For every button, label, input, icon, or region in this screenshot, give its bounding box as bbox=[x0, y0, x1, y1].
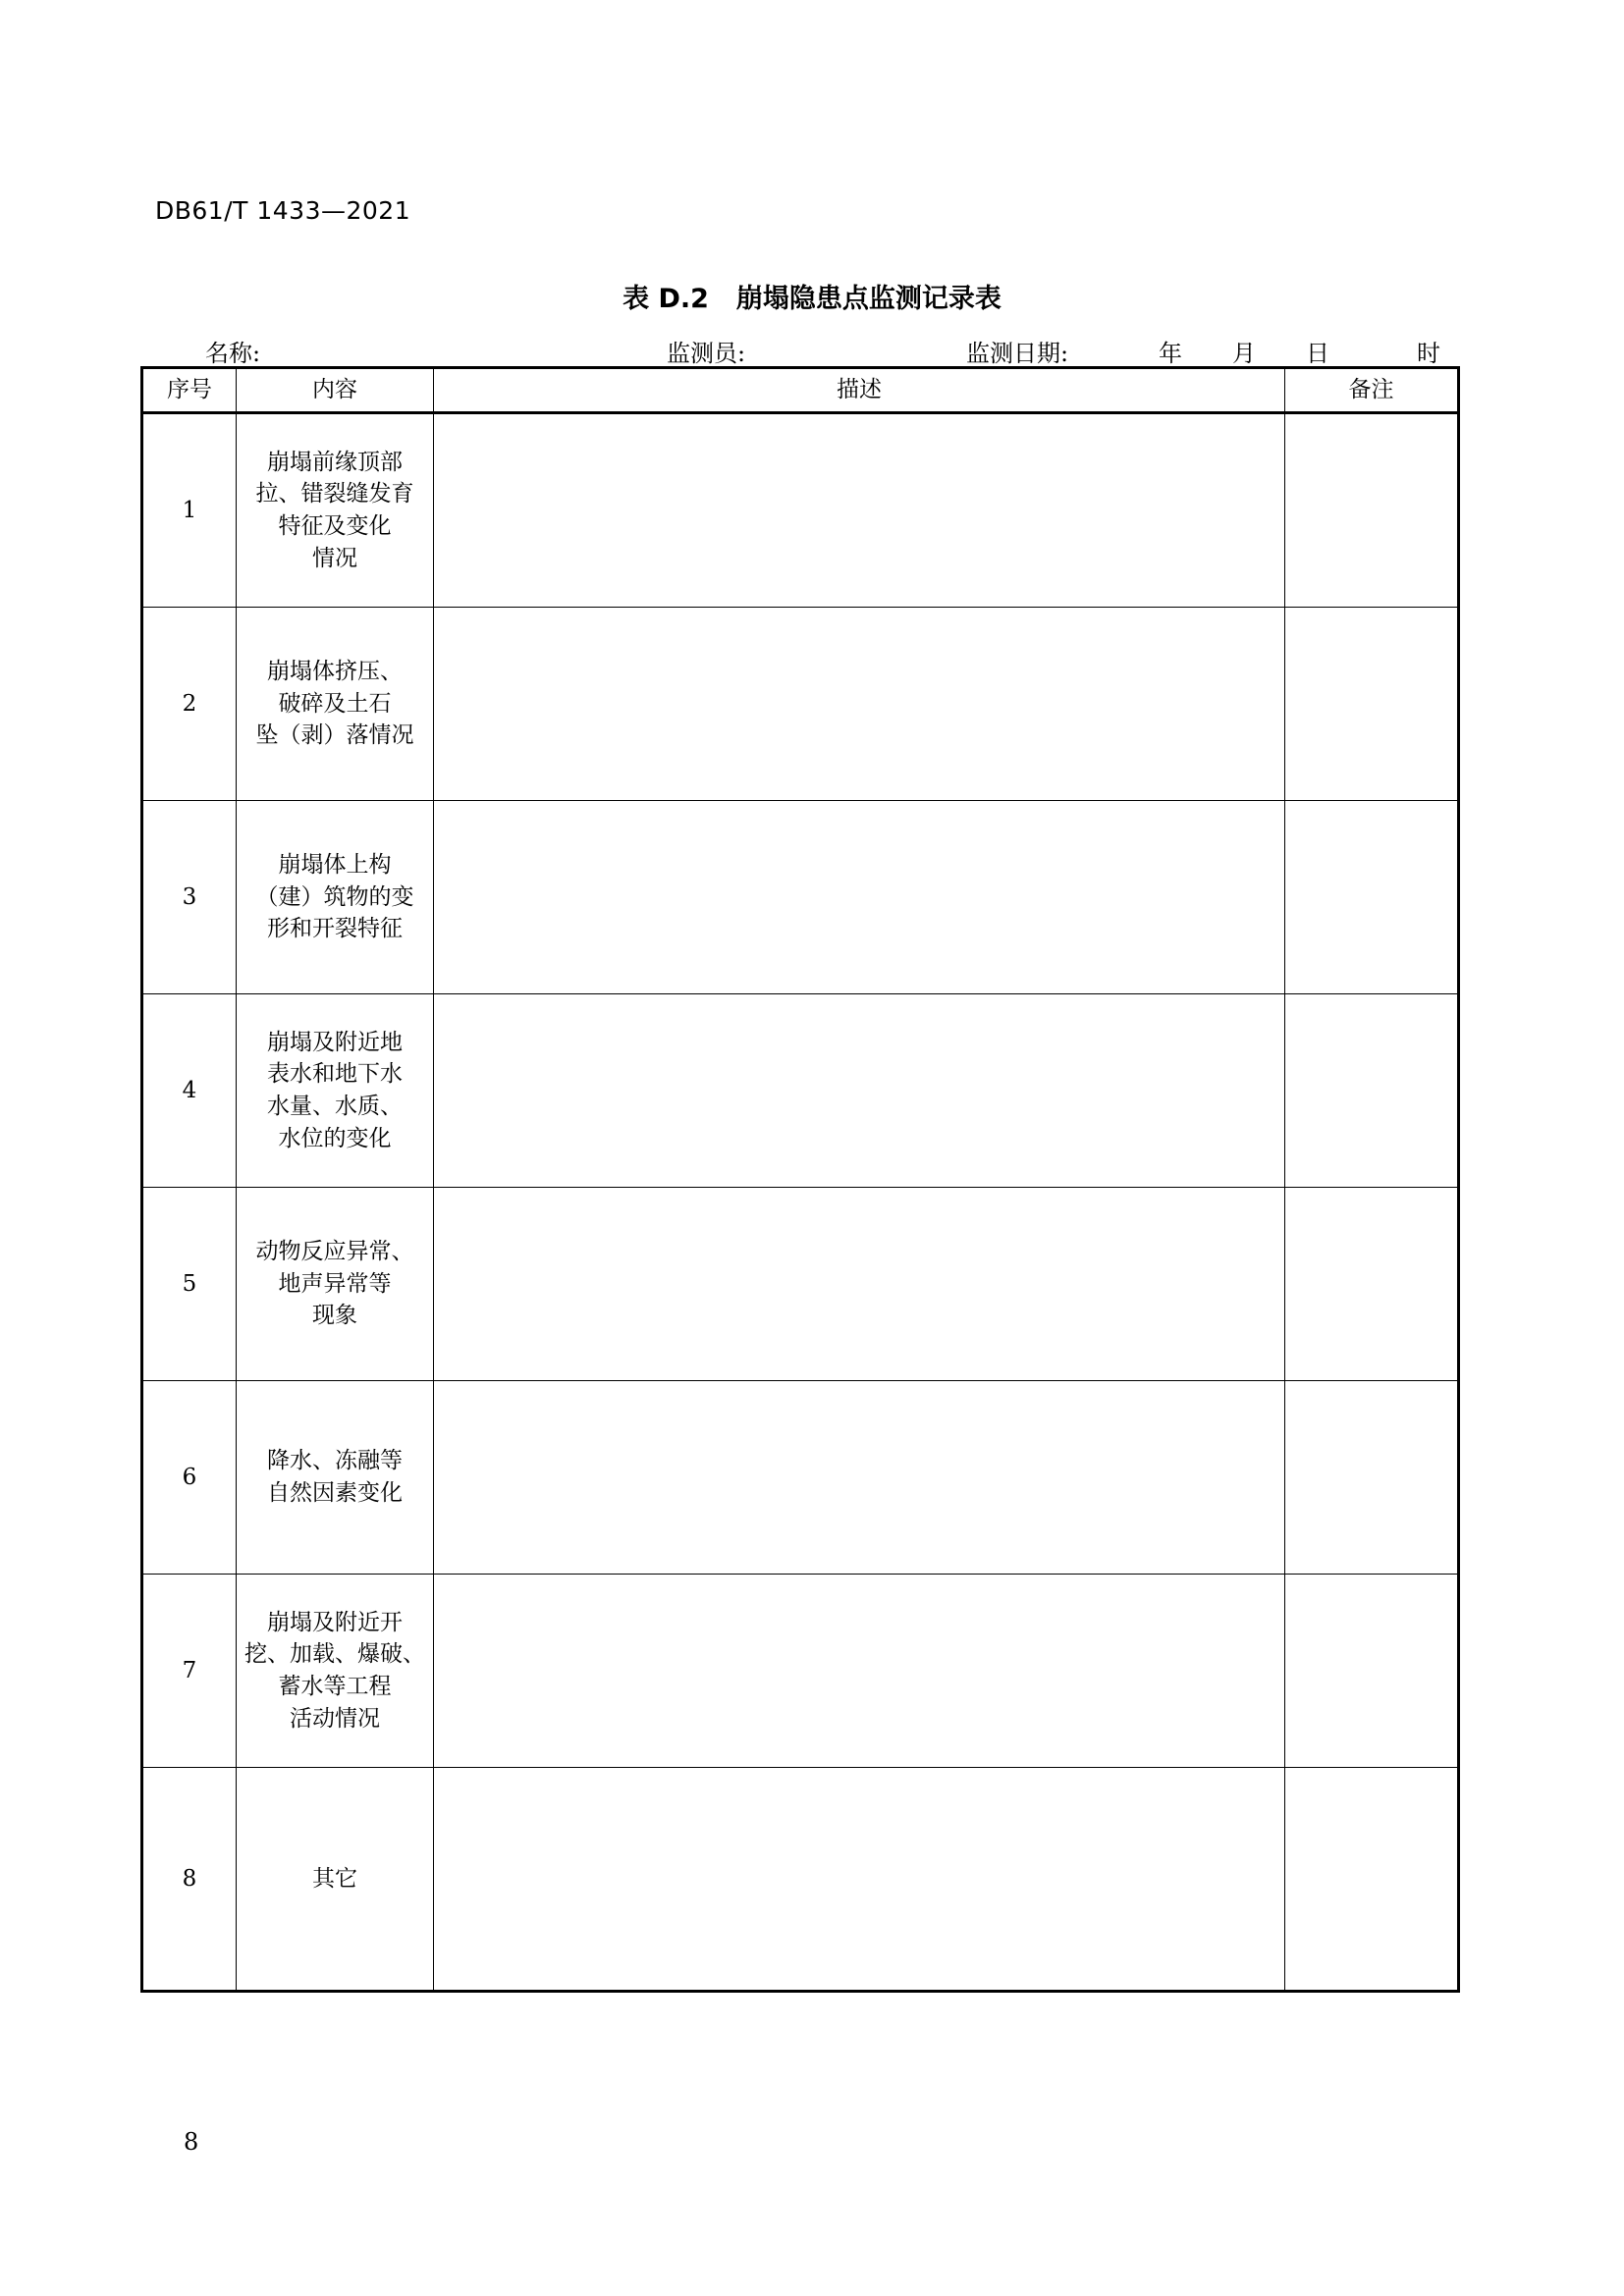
table-row bbox=[142, 1188, 1459, 1381]
row-number: 8 bbox=[142, 1768, 237, 1992]
header-notes: 备注 bbox=[1285, 368, 1459, 413]
row-description[interactable] bbox=[434, 1381, 1285, 1575]
row-number: 1 bbox=[142, 413, 237, 608]
row-number: 3 bbox=[142, 801, 237, 994]
row-note[interactable] bbox=[1285, 1575, 1459, 1768]
header-description: 描述 bbox=[434, 368, 1285, 413]
month-label: 月 bbox=[1232, 340, 1256, 367]
row-note[interactable] bbox=[1285, 1381, 1459, 1575]
hour-label: 时 bbox=[1417, 340, 1440, 367]
row-description[interactable] bbox=[434, 994, 1285, 1188]
row-content: 崩塌及附近地 表水和地下水 水量、水质、 水位的变化 bbox=[237, 994, 434, 1188]
table-row bbox=[142, 1575, 1459, 1768]
table-row bbox=[142, 1381, 1459, 1575]
row-description[interactable] bbox=[434, 608, 1285, 801]
row-note[interactable] bbox=[1285, 608, 1459, 801]
table-row bbox=[142, 994, 1459, 1188]
row-note[interactable] bbox=[1285, 801, 1459, 994]
row-number: 4 bbox=[142, 994, 237, 1188]
row-content: 动物反应异常、 地声异常等 现象 bbox=[237, 1188, 434, 1381]
row-description[interactable] bbox=[434, 413, 1285, 608]
row-note[interactable] bbox=[1285, 413, 1459, 608]
row-content: 崩塌体上构 （建）筑物的变 形和开裂特征 bbox=[237, 801, 434, 994]
row-number: 5 bbox=[142, 1188, 237, 1381]
page-number: 8 bbox=[184, 2128, 199, 2156]
row-description[interactable] bbox=[434, 1768, 1285, 1992]
monitoring-record-table bbox=[140, 366, 1460, 1993]
row-content: 降水、冻融等 自然因素变化 bbox=[237, 1381, 434, 1575]
monitor-label: 监测员: bbox=[667, 340, 746, 367]
table-title bbox=[0, 277, 1624, 315]
table-title-text: 崩塌隐患点监测记录表 bbox=[735, 284, 1001, 314]
row-number: 7 bbox=[142, 1575, 237, 1768]
header-row bbox=[142, 368, 1459, 413]
date-label: 监测日期: bbox=[966, 340, 1069, 367]
header-no: 序号 bbox=[142, 368, 237, 413]
row-number: 2 bbox=[142, 608, 237, 801]
row-content: 崩塌及附近开 挖、加载、爆破、 蓄水等工程 活动情况 bbox=[237, 1575, 434, 1768]
table-row bbox=[142, 608, 1459, 801]
row-note[interactable] bbox=[1285, 994, 1459, 1188]
table-number: 表 D.2 bbox=[623, 284, 709, 314]
year-label: 年 bbox=[1159, 340, 1182, 367]
table-row bbox=[142, 801, 1459, 994]
row-note[interactable] bbox=[1285, 1188, 1459, 1381]
table-row bbox=[142, 1768, 1459, 1992]
document-id: DB61/T 1433—2021 bbox=[155, 196, 411, 225]
row-content: 崩塌体挤压、 破碎及土石 坠（剥）落情况 bbox=[237, 608, 434, 801]
table-row bbox=[142, 413, 1459, 608]
row-content: 其它 bbox=[237, 1768, 434, 1992]
header-content: 内容 bbox=[237, 368, 434, 413]
row-note[interactable] bbox=[1285, 1768, 1459, 1992]
name-label: 名称: bbox=[205, 340, 261, 367]
row-description[interactable] bbox=[434, 801, 1285, 994]
day-label: 日 bbox=[1306, 340, 1329, 367]
row-content: 崩塌前缘顶部 拉、错裂缝发育 特征及变化 情况 bbox=[237, 413, 434, 608]
row-description[interactable] bbox=[434, 1575, 1285, 1768]
row-description[interactable] bbox=[434, 1188, 1285, 1381]
row-number: 6 bbox=[142, 1381, 237, 1575]
